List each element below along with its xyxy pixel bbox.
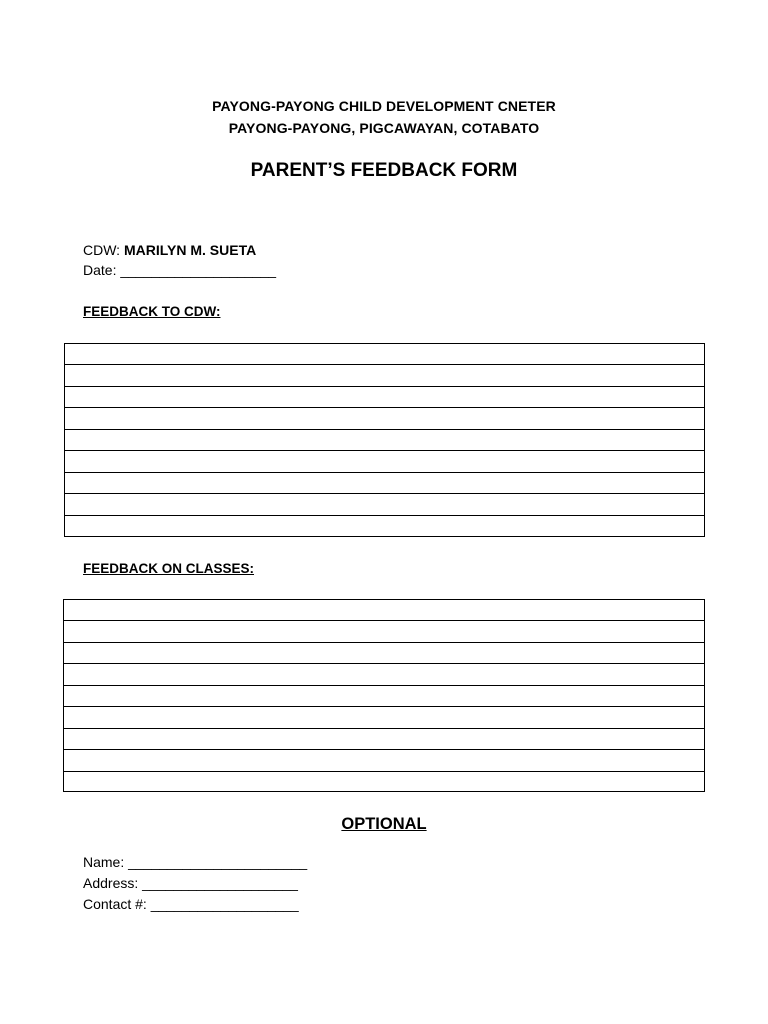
address-blank-line: ____________________ <box>142 875 298 891</box>
form-title: PARENT’S FEEDBACK FORM <box>250 160 518 181</box>
feedback-row <box>64 729 704 750</box>
feedback-row <box>65 408 704 429</box>
feedback-row <box>64 707 704 728</box>
feedback-row <box>64 621 704 642</box>
feedback-row <box>65 516 704 537</box>
address-label: Address: <box>83 875 143 891</box>
cdw-field <box>83 242 256 258</box>
feedback-row <box>65 387 704 408</box>
feedback-row <box>65 344 704 365</box>
contact-blank-line: ___________________ <box>150 896 299 912</box>
feedback-row <box>65 494 704 515</box>
feedback-row <box>65 451 704 472</box>
feedback-row <box>64 750 704 771</box>
date-label: Date: <box>83 262 121 278</box>
feedback-to-cdw-heading: FEEDBACK TO CDW: <box>83 304 221 319</box>
address-field <box>83 875 298 891</box>
feedback-row <box>65 473 704 494</box>
contact-label: Contact #: <box>83 896 151 912</box>
feedback-to-cdw-box <box>64 343 705 537</box>
organization-address: PAYONG-PAYONG, PIGCAWAYAN, COTABATO <box>228 120 540 136</box>
contact-field <box>83 896 299 912</box>
cdw-value: MARILYN M. SUETA <box>123 242 257 258</box>
cdw-label: CDW: <box>83 242 124 258</box>
name-blank-line: _______________________ <box>128 854 308 870</box>
feedback-row <box>65 430 704 451</box>
feedback-row <box>64 600 704 621</box>
feedback-row <box>64 686 704 707</box>
feedback-on-classes-heading: FEEDBACK ON CLASSES: <box>83 561 255 576</box>
feedback-on-classes-box <box>63 599 705 792</box>
optional-heading: OPTIONAL <box>341 815 427 833</box>
date-blank-line: ____________________ <box>120 262 277 278</box>
date-field <box>83 262 276 278</box>
feedback-row <box>64 772 704 793</box>
feedback-row <box>64 664 704 685</box>
feedback-row <box>64 643 704 664</box>
name-label: Name: <box>83 854 129 870</box>
feedback-row <box>65 365 704 386</box>
organization-name: PAYONG-PAYONG CHILD DEVELOPMENT CNETER <box>212 98 556 114</box>
name-field <box>83 854 307 870</box>
